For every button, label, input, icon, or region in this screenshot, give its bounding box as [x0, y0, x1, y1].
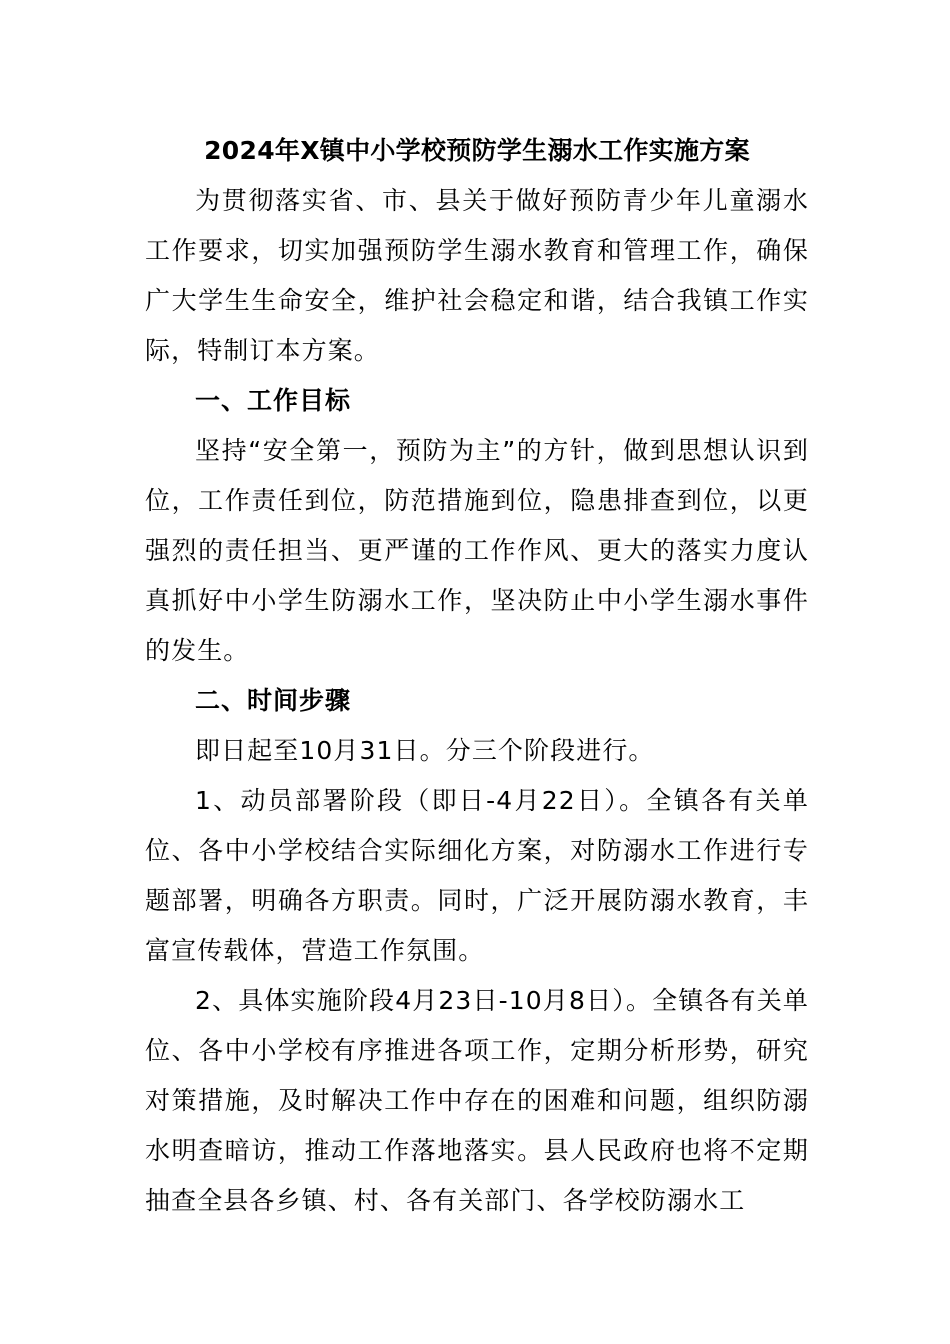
document-body [145, 126, 809, 1226]
step-implementation-paragraph: 2、具体实施阶段4月23日-10月8日）。全镇各有关单位、各中小学校有序推进各项工作，定期分析形势，研究对策措施，及时解决工作中存在的困难和问题，组织防溺水明查暗访，推动工作落地落实。县人民政府也将不定期抽查全县各乡镇、村、各有关部门、各学校防溺水工 [145, 986, 809, 1215]
document-title: 2024年X镇中小学校预防学生溺水工作实施方案 [204, 136, 750, 165]
intro-paragraph: 为贯彻落实省、市、县关于做好预防青少年儿童溺水工作要求，切实加强预防学生溺水教育和管理工作，确保广大学生生命安全，维护社会稳定和谐，结合我镇工作实际，特制订本方案。 [145, 186, 809, 365]
goals-paragraph: 坚持“安全第一，预防为主”的方针，做到思想认识到位，工作责任到位，防范措施到位，隐患排查到位，以更强烈的责任担当、更严谨的工作作风、更大的落实力度认真抓好中小学生防溺水工作，坚决防止中小学生溺水事件的发生。 [145, 436, 809, 665]
step-mobilization-paragraph: 1、动员部署阶段（即日-4月22日）。全镇各有关单位、各中小学校结合实际细化方案，对防溺水工作进行专题部署，明确各方职责。同时，广泛开展防溺水教育，丰富宣传载体，营造工作氛围。 [145, 786, 809, 965]
timeline-paragraph: 即日起至10月31日。分三个阶段进行。 [195, 736, 655, 765]
section-heading-timeline: 二、时间步骤 [195, 686, 352, 715]
section-heading-goals: 一、工作目标 [195, 386, 352, 415]
